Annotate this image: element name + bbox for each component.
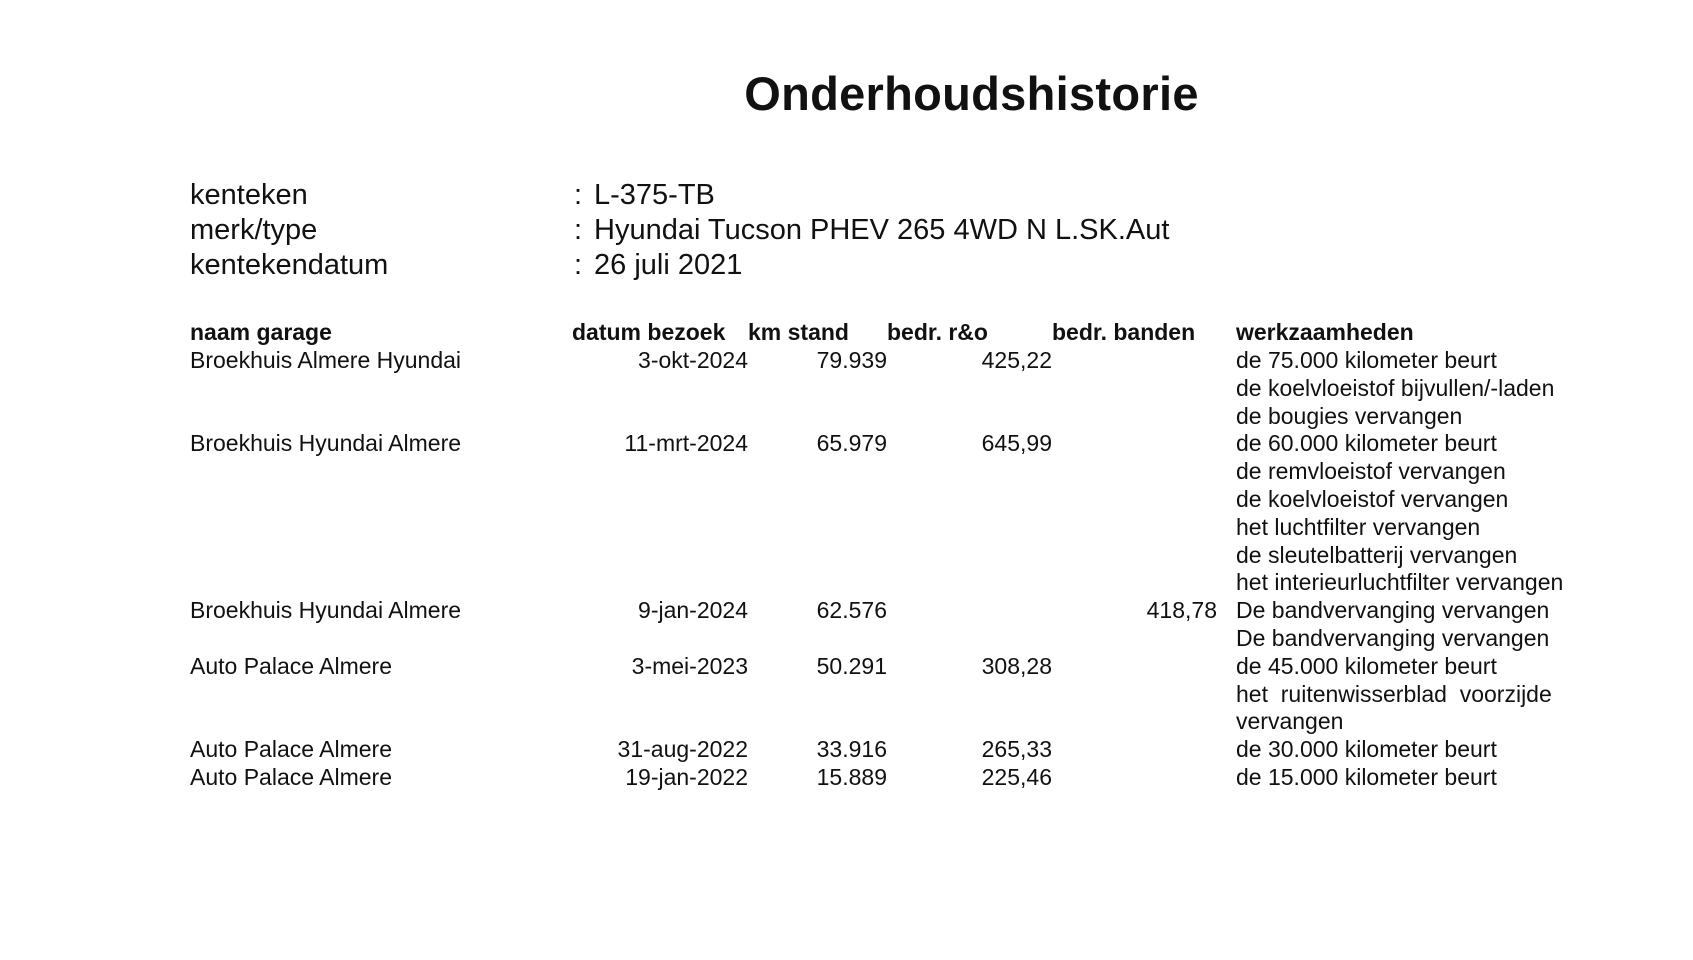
task-line: de 75.000 kilometer beurt <box>1236 347 1497 373</box>
cell-datum: 19-jan-2022 <box>625 763 748 790</box>
task-line: het ruitenwisserblad voorzijde <box>1236 680 1552 707</box>
cell-garage: Broekhuis Hyundai Almere <box>190 597 462 624</box>
cell-garage: Broekhuis Hyundai Almere <box>190 430 462 457</box>
column-header-werk: werkzaamheden <box>1236 319 1414 345</box>
task-line: de remvloeistof vervangen <box>1236 458 1506 485</box>
table-row <box>190 736 1596 764</box>
task-line: het interieurluchtfilter vervangen <box>1236 569 1564 596</box>
info-value: L-375-TB <box>594 179 715 211</box>
cell-banden <box>1052 736 1217 764</box>
column-header-km: km stand <box>748 319 849 345</box>
table-row <box>190 764 1596 792</box>
cell-banden <box>1052 764 1217 792</box>
cell-ro <box>887 597 1052 653</box>
cell-km: 62.576 <box>816 597 887 624</box>
task-line: De bandvervanging vervangen <box>1236 624 1550 651</box>
task-line: vervangen <box>1236 708 1344 735</box>
cell-km: 65.979 <box>816 430 887 457</box>
task-line: de 45.000 kilometer beurt <box>1236 652 1497 679</box>
info-colon: : <box>574 214 583 246</box>
table-row <box>190 653 1596 736</box>
cell-garage: Auto Palace Almere <box>190 652 393 679</box>
cell-ro: 425,22 <box>981 347 1052 373</box>
cell-banden: 418,78 <box>1146 597 1217 624</box>
cell-ro: 225,46 <box>981 763 1052 790</box>
table-header-row <box>190 317 1596 347</box>
cell-ro: 265,33 <box>981 736 1052 763</box>
cell-datum: 9-jan-2024 <box>638 597 748 624</box>
task-line: de 60.000 kilometer beurt <box>1236 430 1497 457</box>
info-label: merk/type <box>190 214 318 246</box>
cell-banden <box>1052 430 1217 597</box>
column-header-ro: bedr. r&o <box>887 319 988 345</box>
task-line: de sleutelbatterij vervangen <box>1236 541 1518 568</box>
info-colon: : <box>574 179 583 211</box>
cell-datum: 3-okt-2024 <box>638 347 748 373</box>
cell-datum: 31-aug-2022 <box>617 736 748 763</box>
cell-datum: 3-mei-2023 <box>631 652 748 679</box>
column-header-datum: datum bezoek <box>572 319 726 345</box>
task-line: de 30.000 kilometer beurt <box>1236 736 1497 763</box>
cell-werkzaamheden <box>1217 653 1596 736</box>
table-row <box>190 347 1596 430</box>
info-value: 26 juli 2021 <box>594 249 743 281</box>
page-title: Onderhoudshistorie <box>744 67 1199 120</box>
table-row <box>190 430 1596 597</box>
maintenance-history-table <box>190 317 1596 792</box>
task-line: de koelvloeistof bijvullen/-laden <box>1236 374 1555 401</box>
cell-werkzaamheden <box>1217 597 1596 653</box>
info-colon: : <box>574 249 583 281</box>
cell-banden <box>1052 653 1217 736</box>
cell-werkzaamheden <box>1217 430 1596 597</box>
cell-werkzaamheden <box>1217 347 1596 430</box>
task-line: de 15.000 kilometer beurt <box>1236 763 1497 790</box>
cell-werkzaamheden <box>1217 736 1596 764</box>
task-line: De bandvervanging vervangen <box>1236 597 1550 624</box>
cell-ro: 645,99 <box>981 430 1052 457</box>
table-row <box>190 597 1596 653</box>
column-header-garage: naam garage <box>190 319 332 345</box>
cell-garage: Auto Palace Almere <box>190 763 393 790</box>
cell-km: 33.916 <box>816 736 887 763</box>
cell-banden <box>1052 347 1217 430</box>
cell-km: 15.889 <box>816 763 887 790</box>
cell-werkzaamheden <box>1217 764 1596 792</box>
info-value: Hyundai Tucson PHEV 265 4WD N L.SK.Aut <box>594 214 1170 246</box>
task-line: de koelvloeistof vervangen <box>1236 485 1509 512</box>
cell-km: 79.939 <box>816 347 887 373</box>
cell-ro: 308,28 <box>981 652 1052 679</box>
column-header-banden: bedr. banden <box>1052 319 1196 345</box>
task-line: de bougies vervangen <box>1236 402 1463 429</box>
task-line: het luchtfilter vervangen <box>1236 513 1481 540</box>
cell-datum: 11-mrt-2024 <box>624 430 748 457</box>
cell-km: 50.291 <box>816 652 887 679</box>
info-label: kentekendatum <box>190 249 389 281</box>
cell-garage: Broekhuis Almere Hyundai <box>190 347 462 373</box>
info-label: kenteken <box>190 179 308 211</box>
cell-garage: Auto Palace Almere <box>190 736 393 763</box>
